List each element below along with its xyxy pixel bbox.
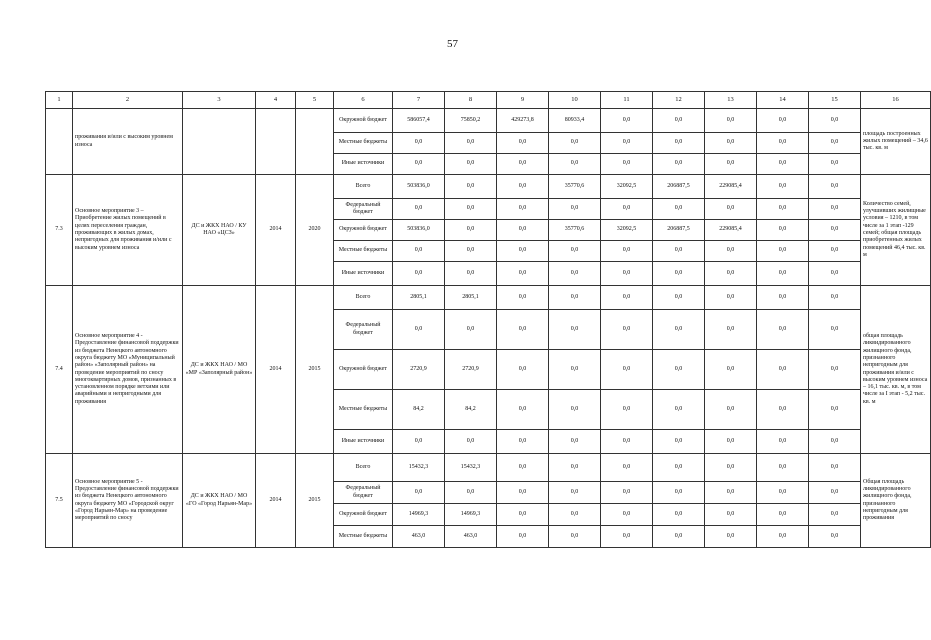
value-cell: 0,0: [705, 109, 757, 133]
value-cell: 0,0: [809, 390, 861, 430]
value-cell: 0,0: [705, 504, 757, 526]
value-cell: 0,0: [653, 350, 705, 390]
table-row: [46, 109, 931, 133]
value-cell: 0,0: [705, 241, 757, 262]
value-cell: 0,0: [809, 220, 861, 241]
value-cell: 0,0: [549, 286, 601, 310]
value-cell: 0,0: [809, 504, 861, 526]
value-cell: 503836,0: [393, 220, 445, 241]
value-cell: 229085,4: [705, 175, 757, 199]
column-header: 8: [445, 92, 497, 109]
value-cell: 0,0: [601, 526, 653, 548]
value-cell: 0,0: [757, 504, 809, 526]
column-header: 3: [183, 92, 256, 109]
value-cell: 0,0: [809, 526, 861, 548]
value-cell: 0,0: [601, 262, 653, 286]
value-cell: 0,0: [549, 241, 601, 262]
funding-source: Иные источники: [334, 154, 393, 175]
value-cell: 0,0: [393, 154, 445, 175]
executor: ДС и ЖКХ НАО / КУ НАО «ЦСЗ»: [183, 175, 256, 286]
value-cell: 0,0: [705, 526, 757, 548]
value-cell: 0,0: [445, 175, 497, 199]
funding-source: Всего: [334, 175, 393, 199]
value-cell: 0,0: [445, 310, 497, 350]
column-header: 6: [334, 92, 393, 109]
value-cell: 0,0: [757, 133, 809, 154]
target-indicator: площадь построенных жилых помещений – 34,6 тыс. кв. м: [861, 109, 931, 175]
value-cell: 0,0: [445, 262, 497, 286]
column-header: 14: [757, 92, 809, 109]
value-cell: 0,0: [601, 454, 653, 482]
value-cell: 0,0: [601, 482, 653, 504]
column-header: 16: [861, 92, 931, 109]
column-header: 2: [73, 92, 183, 109]
value-cell: 0,0: [601, 154, 653, 175]
value-cell: 35770,6: [549, 175, 601, 199]
activity-description: Основное мероприятие 5 - Предоставление финансовой поддержки из бюджета Ненецкого автономного округа бюджету МО «Городской округ «Город Нарьян-Мар» на проведение мероприятий по сносу: [73, 454, 183, 548]
value-cell: 0,0: [601, 430, 653, 454]
value-cell: 0,0: [497, 482, 549, 504]
value-cell: 0,0: [601, 310, 653, 350]
value-cell: 0,0: [549, 390, 601, 430]
value-cell: 0,0: [809, 482, 861, 504]
value-cell: 0,0: [497, 220, 549, 241]
funding-source: Федеральный бюджет: [334, 199, 393, 220]
value-cell: 0,0: [393, 133, 445, 154]
activity-description: проживания и/или с высоким уровнем износа: [73, 109, 183, 175]
value-cell: 0,0: [653, 390, 705, 430]
value-cell: 0,0: [653, 482, 705, 504]
value-cell: 0,0: [445, 430, 497, 454]
value-cell: 0,0: [757, 175, 809, 199]
value-cell: 0,0: [653, 310, 705, 350]
value-cell: 0,0: [757, 482, 809, 504]
value-cell: 0,0: [549, 133, 601, 154]
executor: ДС и ЖКХ НАО / МО «МР «Заполярный район»: [183, 286, 256, 454]
column-header: 10: [549, 92, 601, 109]
value-cell: 0,0: [809, 199, 861, 220]
target-indicator: общая площадь ликвидированного жилищного фонда, признанного непригодным для проживания и/или с высоким уровнем износа – 16,1 тыс. кв. м, в том числе за I этап - 5,2 тыс. кв. м: [861, 286, 931, 454]
value-cell: 0,0: [601, 390, 653, 430]
value-cell: 0,0: [757, 154, 809, 175]
funding-source: Иные источники: [334, 262, 393, 286]
value-cell: 0,0: [549, 262, 601, 286]
value-cell: 0,0: [653, 109, 705, 133]
column-header: 1: [46, 92, 73, 109]
value-cell: 0,0: [497, 310, 549, 350]
executor: ДС и ЖКХ НАО / МО «ГО «Город Нарьян-Мар»: [183, 454, 256, 548]
value-cell: 0,0: [601, 350, 653, 390]
value-cell: 84,2: [393, 390, 445, 430]
value-cell: 0,0: [497, 350, 549, 390]
end-year: 2015: [296, 454, 334, 548]
row-number: 7.5: [46, 454, 73, 548]
value-cell: 0,0: [393, 241, 445, 262]
page-number: 57: [447, 38, 458, 50]
value-cell: 503836,0: [393, 175, 445, 199]
row-number: 7.4: [46, 286, 73, 454]
value-cell: 2805,1: [445, 286, 497, 310]
value-cell: 0,0: [601, 109, 653, 133]
value-cell: 75850,2: [445, 109, 497, 133]
value-cell: 0,0: [757, 430, 809, 454]
value-cell: 0,0: [393, 199, 445, 220]
value-cell: 206887,5: [653, 175, 705, 199]
value-cell: 0,0: [809, 350, 861, 390]
value-cell: 0,0: [705, 390, 757, 430]
value-cell: 0,0: [757, 390, 809, 430]
value-cell: 0,0: [601, 286, 653, 310]
funding-source: Всего: [334, 454, 393, 482]
value-cell: 0,0: [809, 133, 861, 154]
funding-source: Иные источники: [334, 430, 393, 454]
value-cell: 14969,3: [393, 504, 445, 526]
value-cell: 80933,4: [549, 109, 601, 133]
value-cell: 15432,3: [445, 454, 497, 482]
start-year: 2014: [256, 454, 296, 548]
header-row: [46, 92, 931, 109]
value-cell: 0,0: [497, 175, 549, 199]
column-header: 7: [393, 92, 445, 109]
column-header: 4: [256, 92, 296, 109]
value-cell: 0,0: [809, 262, 861, 286]
value-cell: 0,0: [705, 482, 757, 504]
value-cell: 0,0: [497, 154, 549, 175]
value-cell: 0,0: [809, 286, 861, 310]
value-cell: 463,0: [393, 526, 445, 548]
value-cell: 0,0: [757, 109, 809, 133]
value-cell: 0,0: [653, 262, 705, 286]
value-cell: 0,0: [705, 310, 757, 350]
value-cell: 0,0: [809, 154, 861, 175]
value-cell: 0,0: [757, 262, 809, 286]
value-cell: 0,0: [497, 390, 549, 430]
funding-source: Местные бюджеты: [334, 133, 393, 154]
column-header: 11: [601, 92, 653, 109]
value-cell: 0,0: [445, 154, 497, 175]
value-cell: 0,0: [497, 241, 549, 262]
column-header: 15: [809, 92, 861, 109]
value-cell: 0,0: [757, 454, 809, 482]
value-cell: 463,0: [445, 526, 497, 548]
funding-source: Местные бюджеты: [334, 526, 393, 548]
value-cell: 0,0: [809, 454, 861, 482]
value-cell: 0,0: [705, 154, 757, 175]
funding-source: Окружной бюджет: [334, 504, 393, 526]
value-cell: 0,0: [445, 482, 497, 504]
activity-description: Основное мероприятие 3 – Приобретение жилых помещений в целях переселения граждан, проживающих в жилых домах, непригодных для проживания и/или с высоким уровнем износа: [73, 175, 183, 286]
value-cell: 35770,6: [549, 220, 601, 241]
start-year: 2014: [256, 286, 296, 454]
value-cell: 0,0: [757, 220, 809, 241]
value-cell: 0,0: [549, 454, 601, 482]
target-indicator: Общая площадь ликвидированного жилищного фонда, признанного непригодным для проживания: [861, 454, 931, 548]
executor: [183, 109, 256, 175]
table-row: [46, 286, 931, 310]
value-cell: 2720,9: [393, 350, 445, 390]
funding-source: Федеральный бюджет: [334, 310, 393, 350]
funding-source: Всего: [334, 286, 393, 310]
value-cell: 0,0: [601, 133, 653, 154]
value-cell: 0,0: [705, 286, 757, 310]
start-year: 2014: [256, 175, 296, 286]
table-row: [46, 454, 931, 482]
target-indicator: Количество семей, улучшивших жилищные условия – 1210, в том числе за 1 этап -129 семей; общая площадь приобретенных жилых помещений 46,4 тыс. кв. м: [861, 175, 931, 286]
value-cell: 0,0: [549, 482, 601, 504]
value-cell: 0,0: [549, 526, 601, 548]
value-cell: 0,0: [705, 454, 757, 482]
value-cell: 0,0: [497, 133, 549, 154]
end-year: 2015: [296, 286, 334, 454]
column-header: 13: [705, 92, 757, 109]
value-cell: 0,0: [757, 526, 809, 548]
value-cell: 0,0: [705, 262, 757, 286]
value-cell: 0,0: [393, 482, 445, 504]
value-cell: 0,0: [809, 310, 861, 350]
funding-source: Местные бюджеты: [334, 390, 393, 430]
funding-source: Окружной бюджет: [334, 220, 393, 241]
value-cell: 0,0: [445, 241, 497, 262]
value-cell: 0,0: [705, 350, 757, 390]
value-cell: 32092,5: [601, 220, 653, 241]
value-cell: 0,0: [653, 154, 705, 175]
value-cell: 0,0: [653, 526, 705, 548]
value-cell: 229085,4: [705, 220, 757, 241]
funding-source: Федеральный бюджет: [334, 482, 393, 504]
value-cell: 0,0: [549, 310, 601, 350]
value-cell: 0,0: [809, 109, 861, 133]
value-cell: 0,0: [653, 241, 705, 262]
value-cell: 0,0: [549, 350, 601, 390]
funding-source: Окружной бюджет: [334, 350, 393, 390]
value-cell: 0,0: [757, 199, 809, 220]
value-cell: 0,0: [445, 220, 497, 241]
column-header: 5: [296, 92, 334, 109]
value-cell: 0,0: [757, 310, 809, 350]
value-cell: 0,0: [549, 199, 601, 220]
value-cell: 0,0: [497, 504, 549, 526]
value-cell: 0,0: [705, 133, 757, 154]
value-cell: 2805,1: [393, 286, 445, 310]
value-cell: 0,0: [653, 504, 705, 526]
value-cell: 0,0: [653, 286, 705, 310]
column-header: 9: [497, 92, 549, 109]
value-cell: 0,0: [549, 430, 601, 454]
value-cell: 0,0: [705, 199, 757, 220]
value-cell: 206887,5: [653, 220, 705, 241]
value-cell: 0,0: [809, 241, 861, 262]
value-cell: 0,0: [549, 504, 601, 526]
value-cell: 0,0: [809, 175, 861, 199]
row-number: [46, 109, 73, 175]
value-cell: 15432,3: [393, 454, 445, 482]
value-cell: 0,0: [393, 262, 445, 286]
value-cell: 0,0: [653, 430, 705, 454]
value-cell: 0,0: [393, 430, 445, 454]
value-cell: 0,0: [601, 199, 653, 220]
value-cell: 0,0: [653, 199, 705, 220]
value-cell: 32092,5: [601, 175, 653, 199]
value-cell: 0,0: [653, 133, 705, 154]
table-row: [46, 175, 931, 199]
value-cell: 0,0: [809, 430, 861, 454]
value-cell: 0,0: [393, 310, 445, 350]
value-cell: 0,0: [705, 430, 757, 454]
end-year: 2020: [296, 175, 334, 286]
value-cell: 2720,9: [445, 350, 497, 390]
value-cell: 0,0: [445, 199, 497, 220]
row-number: 7.3: [46, 175, 73, 286]
value-cell: 0,0: [601, 241, 653, 262]
value-cell: 0,0: [653, 454, 705, 482]
value-cell: 0,0: [497, 286, 549, 310]
value-cell: 429273,8: [497, 109, 549, 133]
value-cell: 0,0: [497, 199, 549, 220]
funding-source: Окружной бюджет: [334, 109, 393, 133]
value-cell: 0,0: [497, 526, 549, 548]
value-cell: 0,0: [601, 504, 653, 526]
value-cell: 0,0: [757, 286, 809, 310]
column-header: 12: [653, 92, 705, 109]
program-table: [45, 91, 931, 548]
value-cell: 0,0: [757, 350, 809, 390]
value-cell: 14969,3: [445, 504, 497, 526]
value-cell: 0,0: [497, 430, 549, 454]
value-cell: 84,2: [445, 390, 497, 430]
value-cell: 0,0: [497, 454, 549, 482]
value-cell: 0,0: [757, 241, 809, 262]
start-year: [256, 109, 296, 175]
activity-description: Основное мероприятие 4 - Предоставление финансовой поддержки из бюджета Ненецкого автономного округа бюджету МО «Муниципальный район» «Заполярный район» на проведение мероприятий по сносу многоквартирных домов, признанных в установленном порядке ветхими или аварийными и непригодными для проживания: [73, 286, 183, 454]
end-year: [296, 109, 334, 175]
value-cell: 586057,4: [393, 109, 445, 133]
value-cell: 0,0: [549, 154, 601, 175]
funding-source: Местные бюджеты: [334, 241, 393, 262]
value-cell: 0,0: [497, 262, 549, 286]
value-cell: 0,0: [445, 133, 497, 154]
